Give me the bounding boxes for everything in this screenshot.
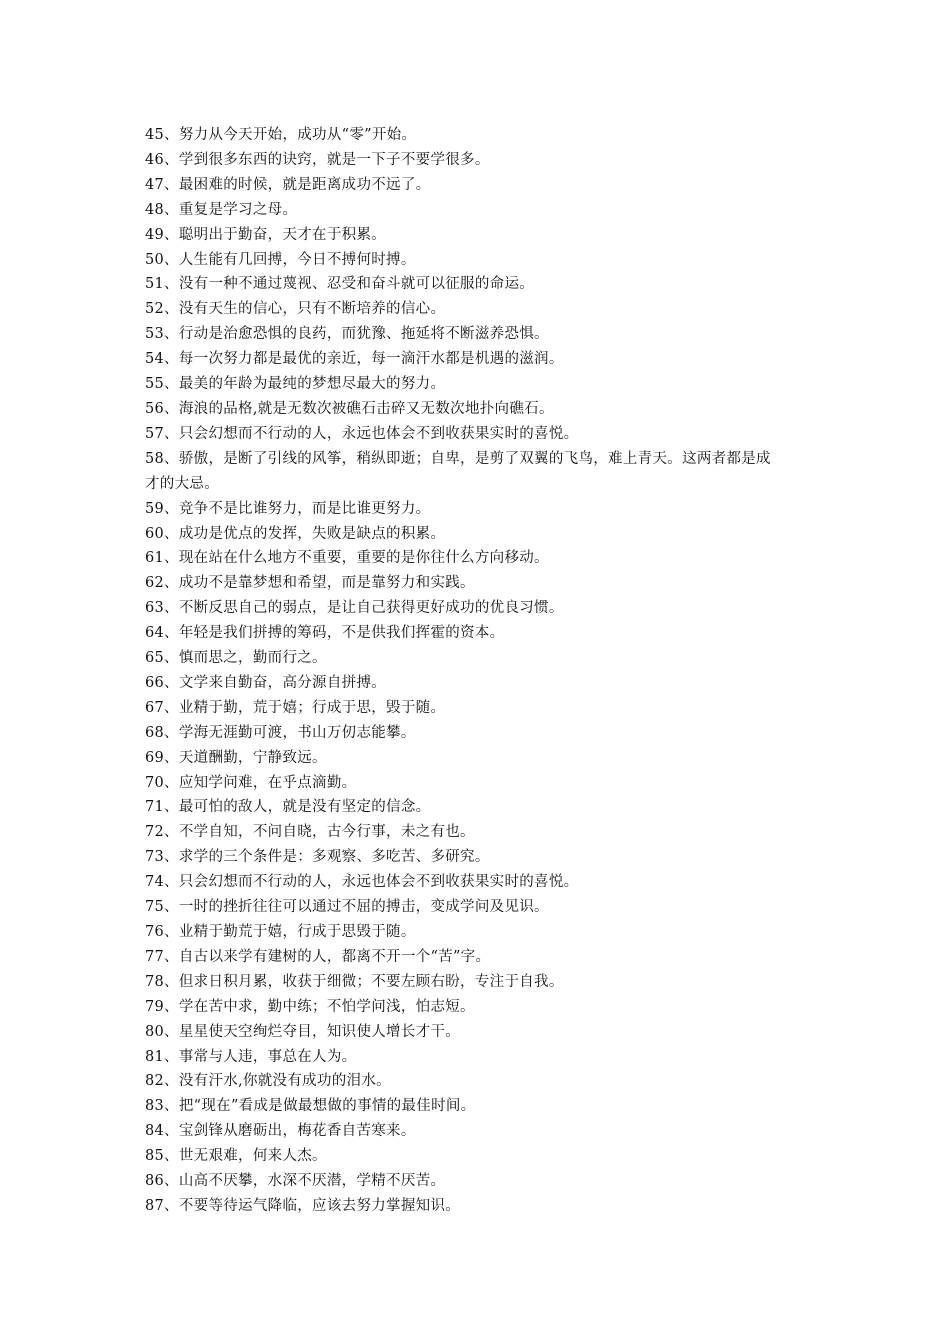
quote-line: 59、竞争不是比谁努力，而是比谁更努力。 — [145, 500, 431, 517]
quote-line: 85、世无艰难，何来人杰。 — [145, 1148, 327, 1165]
quote-line: 53、行动是治愈恐惧的良药，而犹豫、拖延将不断滋养恐惧。 — [145, 326, 549, 343]
quote-line: 61、现在站在什么地方不重要，重要的是你往什么方向移动。 — [145, 550, 549, 567]
quote-line: 50、人生能有几回搏，今日不搏何时搏。 — [145, 251, 416, 268]
quote-line: 73、求学的三个条件是：多观察、多吃苦、多研究。 — [145, 849, 490, 866]
quote-line: 45、努力从今天开始，成功从“零”开始。 — [145, 127, 417, 143]
quote-line: 47、最困难的时候，就是距离成功不远了。 — [145, 176, 431, 193]
quote-line: 58、骄傲，是断了引线的风筝，稍纵即逝；自卑，是剪了双翼的飞鸟，难上青天。这两者都是成 — [145, 450, 771, 467]
quote-line: 66、文学来自勤奋，高分源自拼搏。 — [145, 674, 387, 691]
quote-line: 49、聪明出于勤奋，天才在于积累。 — [145, 226, 387, 243]
quote-line: 80、星星使天空绚烂夺目，知识使人增长才干。 — [145, 1023, 461, 1040]
quote-line: 75、一时的挫折往往可以通过不屈的搏击，变成学问及见识。 — [145, 899, 549, 916]
quote-line: 77、自古以来学有建树的人，都离不开一个“苦”字。 — [145, 948, 491, 965]
quote-line: 83、把“现在”看成是做最想做的事情的最佳时间。 — [145, 1098, 476, 1115]
quote-line: 48、重复是学习之母。 — [145, 201, 298, 218]
quote-line-continuation: 才的大忌。 — [145, 475, 219, 492]
quote-line: 57、只会幻想而不行动的人，永远也体会不到收获果实时的喜悦。 — [145, 425, 579, 442]
quote-line: 67、业精于勤，荒于嬉；行成于思，毁于随。 — [145, 699, 446, 716]
quote-line: 63、不断反思自己的弱点，是让自己获得更好成功的优良习惯。 — [145, 600, 564, 617]
quote-line: 86、山高不厌攀，水深不厌潜，学精不厌苦。 — [145, 1173, 446, 1190]
quote-line: 56、海浪的品格,就是无数次被礁石击碎又无数次地扑向礁石。 — [145, 400, 554, 417]
quote-line: 54、每一次努力都是最优的亲近，每一滴汗水都是机遇的滋润。 — [145, 351, 564, 368]
quote-line: 74、只会幻想而不行动的人，永远也体会不到收获果实时的喜悦。 — [145, 874, 579, 891]
quote-line: 52、没有天生的信心，只有不断培养的信心。 — [145, 301, 446, 318]
quote-line: 82、没有汗水,你就没有成功的泪水。 — [145, 1073, 391, 1090]
quote-line: 60、成功是优点的发挥，失败是缺点的积累。 — [145, 525, 446, 542]
quote-line: 76、业精于勤荒于嬉，行成于思毁于随。 — [145, 924, 416, 940]
quote-line: 69、天道酬勤，宁静致远。 — [145, 749, 327, 766]
quote-line: 79、学在苦中求，勤中练；不怕学问浅，怕志短。 — [145, 998, 475, 1015]
quote-line: 70、应知学问难，在乎点滴勤。 — [145, 774, 357, 791]
quote-line: 71、最可怕的敌人，就是没有坚定的信念。 — [145, 799, 431, 816]
quote-line: 68、学海无涯勤可渡，书山万仞志能攀。 — [145, 724, 416, 741]
quote-line: 78、但求日积月累，收获于细微；不要左顾右盼，专注于自我。 — [145, 973, 564, 990]
quote-line: 64、年轻是我们拼搏的筹码，不是供我们挥霍的资本。 — [145, 625, 505, 642]
quote-line: 55、最美的年龄为最纯的梦想尽最大的努力。 — [145, 376, 446, 393]
quote-line: 87、不要等待运气降临，应该去努力掌握知识。 — [145, 1197, 461, 1214]
quote-line: 62、成功不是靠梦想和希望，而是靠努力和实践。 — [145, 575, 475, 592]
quote-line: 51、没有一种不通过蔑视、忍受和奋斗就可以征服的命运。 — [145, 276, 535, 293]
quote-line: 65、慎而思之，勤而行之。 — [145, 650, 327, 667]
quote-list — [145, 123, 815, 1219]
quote-line: 81、事常与人违，事总在人为。 — [145, 1048, 357, 1065]
quote-line: 84、宝剑锋从磨砺出，梅花香自苦寒来。 — [145, 1123, 416, 1140]
quote-line: 46、学到很多东西的诀窍，就是一下子不要学很多。 — [145, 151, 490, 168]
quote-line: 72、不学自知，不问自晓，古今行事，未之有也。 — [145, 824, 475, 841]
